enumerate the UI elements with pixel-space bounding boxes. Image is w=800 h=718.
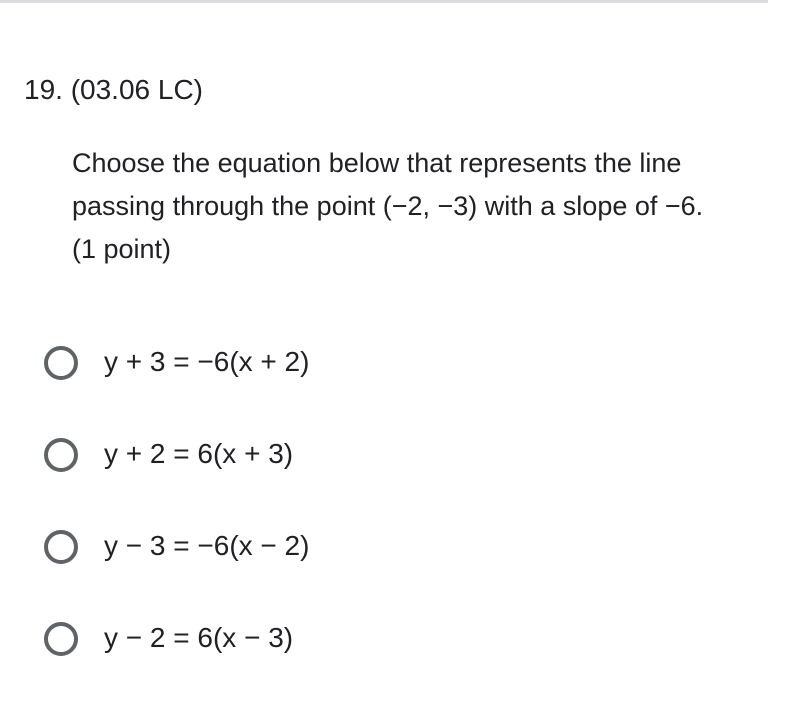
answer-option-label[interactable]: y + 3 = −6(x + 2) [104,346,310,377]
radio-button[interactable] [44,346,78,380]
answer-options [44,336,744,704]
question-text [72,142,782,271]
radio-button[interactable] [44,438,78,472]
question-number: 19. (03.06 LC) [24,74,203,105]
answer-option-label[interactable]: y − 2 = 6(x − 3) [104,622,294,653]
top-divider [0,0,768,3]
answer-option-2[interactable] [44,428,744,520]
question-text-line: passing through the point (−2, −3) with a slope of −6. [72,191,704,221]
answer-option-label[interactable]: y + 2 = 6(x + 3) [104,438,294,469]
radio-button[interactable] [44,622,78,656]
answer-option-3[interactable] [44,520,744,612]
question-text-line: Choose the equation below that represents the line [72,148,682,178]
answer-option-label[interactable]: y − 3 = −6(x − 2) [104,530,310,561]
radio-button[interactable] [44,530,78,564]
answer-option-1[interactable] [44,336,744,428]
answer-option-4[interactable] [44,612,744,704]
question-points: (1 point) [72,234,172,264]
